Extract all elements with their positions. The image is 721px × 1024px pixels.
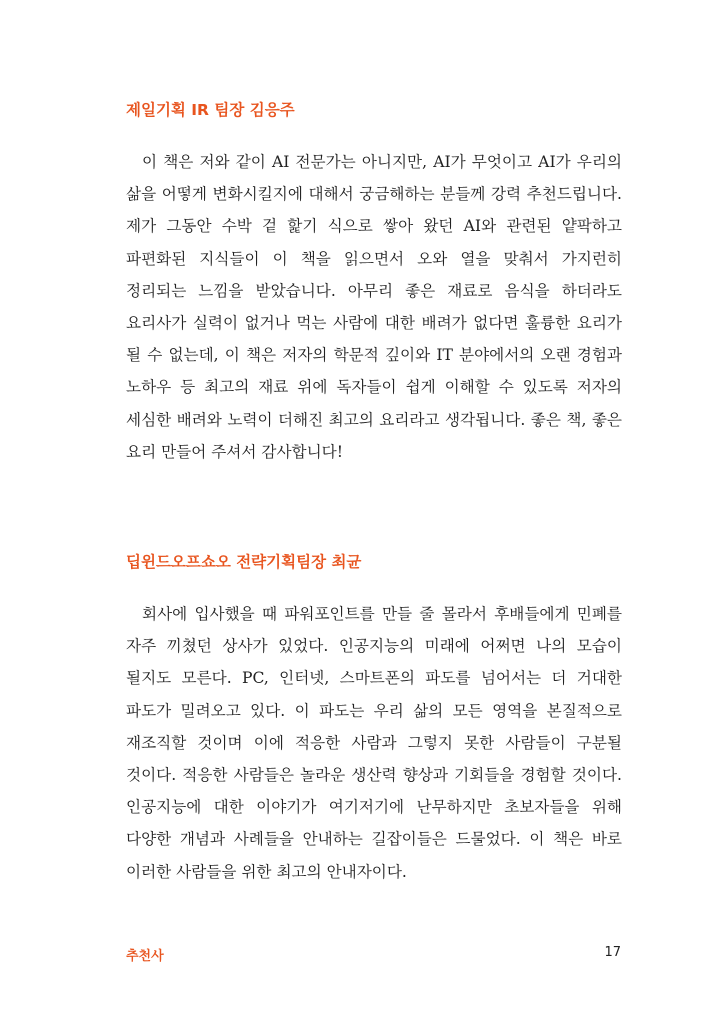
section-body: 이 책은 저와 같이 AI 전문가는 아니지만, AI가 무엇이고 AI가 우리의 삶을 어떻게 변화시킬지에 대해서 궁금해하는 분들께 강력 추천드립니다. 제가 그동안 수박 겉 핥기 식으로 쌓아 왔던 AI와 관련된 얕팍하고 파편화된 지식들이 이 책을 읽으면서 오와 열을 맞춰서 가지런히 정리되는 느낌을 받았습니다. 아무리 좋은 재료로 음식을 하더라도 요리사가 실력이 없거나 먹는 사람에 대한 배려가 없다면 훌륭한 요리가 될 수 없는데, 이 책은 저자의 학문적 깊이와 IT 분야에서의 오랜 경험과 노하우 등 최고의 재료 위에 독자들이 쉽게 이해할 수 있도록 저자의 세심한 배려와 노력이 더해진 최고의 요리라고 생각됩니다. 좋은 책, 좋은 요리 만들어 주셔서 감사합니다!	[126, 153, 622, 461]
recommendation-section-1	[126, 98, 622, 468]
section-body: 회사에 입사했을 때 파워포인트를 만들 줄 몰라서 후배들에게 민폐를 자주 끼쳤던 상사가 있었다. 인공지능의 미래에 어쩌면 나의 모습이 될지도 모른다. PC, 인터넷, 스마트폰의 파도를 넘어서는 더 거대한 파도가 밀려오고 있다. 이 파도는 우리 삶의 모든 영역을 본질적으로 재조직할 것이며 이에 적응한 사람과 그렇지 못한 사람들이 구분될 것이다. 적응한 사람들은 놀라운 생산력 향상과 기회들을 경험할 것이다. 인공지능에 대한 이야기가 여기저기에 난무하지만 초보자들을 위해 다양한 개념과 사례들을 안내하는 길잡이들은 드물었다. 이 책은 바로 이러한 사람들을 위한 최고의 안내자이다.	[126, 605, 622, 881]
section-heading: 딥윈드오프쇼오 전략기획팀장 최균	[126, 553, 362, 571]
section-heading: 제일기획 IR 팀장 김응주	[126, 101, 295, 119]
page-number: 17	[604, 945, 621, 960]
footer-section-label: 추천사	[126, 949, 164, 964]
recommendation-section-2	[126, 550, 622, 888]
